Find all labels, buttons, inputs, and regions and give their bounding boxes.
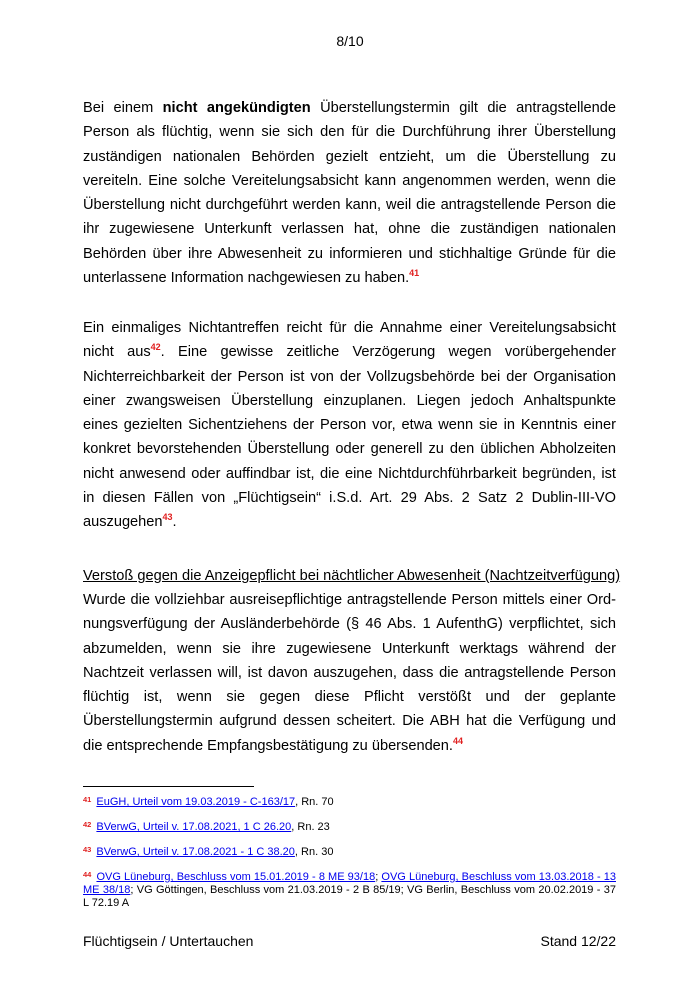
footnote-42 (83, 821, 616, 834)
footnote-link[interactable]: EuGH, Urteil vom 19.03.2019 - C-163/17 (96, 796, 296, 808)
paragraph-text: . Eine gewisse zeitliche Verzögerung wegen vorübergehender Nichterreichbarkeit der Person ist von der Vollzugsbehörde bei der Organisation einer zwangsweisen Überstellung einzuplanen. Liegen jedoch Anhaltspunkte eines gezielten Sichentziehens der Person vor, etwa wenn sie in Kenntnis einer konkret bevorstehenden Überstellung oder generell zu den üblichen Abholzeiten nicht anwesend oder auffindbar ist, die eine Nichtdurchführbarkeit begründen, ist in diesen Fällen von „Flüchtigsein“ i.S.d. Art. 29 Abs. 2 Satz 2 Dublin-III-VO auszugehen (83, 344, 616, 531)
footer-title: Flüchtigsein / Untertauchen (83, 933, 254, 949)
footnote-separator: ; (375, 871, 382, 883)
footnote-ref-41[interactable]: 41 (409, 268, 420, 279)
paragraph-text: Wurde die vollziehbar ausreisepflichtige antragstellende Person mittels einer Ordnungsverfügung der Ausländerbehörde (§ 46 Abs. 1 AufenthG) verpflichtet, sich abzumelden, wenn sie ihre zugewiesene Unterkunft werktags während der Nachtzeit verlassen will, ist davon auszugehen, dass die antragstellende Person flüchtig ist, wenn sie gegen diese Pflicht verstößt und der geplante Überstellungstermin aufgrund dessen scheitert. Die ABH hat die Verfügung und die entsprechende Empfangsbestätigung zu übersenden. (83, 592, 616, 754)
footnote-number: 42 (83, 820, 92, 829)
paragraph-night-order (83, 588, 616, 758)
paragraph-unannounced-transfer (83, 96, 616, 290)
footnote-link[interactable]: BVerwG, Urteil v. 17.08.2021, 1 C 26.20 (96, 821, 292, 833)
footnote-divider (83, 786, 254, 787)
bold-phrase: nicht angekündigten (162, 100, 311, 116)
footnote-number: 41 (83, 795, 92, 804)
footnote-link[interactable]: BVerwG, Urteil v. 17.08.2021 - 1 C 38.20 (96, 846, 295, 858)
paragraph-text: . (172, 514, 177, 531)
footnote-ref-42[interactable]: 42 (150, 342, 161, 353)
paragraph-single-absence (83, 316, 616, 535)
paragraph-text: Ein einmaliges Nichtantreffen reicht für die Annahme einer Vereitelungsabsicht nicht aus (83, 320, 616, 361)
footnote-number: 43 (83, 845, 92, 854)
section-heading-night-order: Verstoß gegen die Anzeigepflicht bei nächtlicher Abwesenheit (Nachtzeitverfügung) (83, 568, 621, 584)
footnote-text: , Rn. 70 (295, 796, 334, 808)
paragraph-text: Überstellungstermin gilt die antragstellende Person als flüchtig, wenn sie sich den für die Durchführung ihrer Überstellung zuständigen nationalen Behörden gezielt entzieht, um die Überstellung zu vereiteln. Eine solche Vereitelungsabsicht kann angenommen werden, wenn die Überstellung nicht durchgeführt werden kann, weil die antragstellende Person die ihr zugewiesene Unterkunft verlassen hat, ohne die zuständigen nationalen Behörden über ihre Abwesenheit zu informieren und stichhaltige Gründe für die unterlassene Information nachgewiesen zu haben. (83, 100, 616, 287)
footnote-text: ; VG Göttingen, Beschluss vom 21.03.2019 - 2 B 85/19; VG Berlin, Beschluss vom 20.02.2019 - 37 L 72.19 A (83, 884, 616, 909)
footer-version: Stand 12/22 (540, 933, 616, 949)
footnote-link-2[interactable]: OVG Lüneburg, Beschluss vom 13.03.2018 - 13 ME 38/18 (83, 871, 616, 896)
footnote-43 (83, 846, 616, 859)
page-number: 8/10 (336, 33, 364, 49)
footnote-text: , Rn. 30 (294, 846, 334, 858)
footnote-ref-43[interactable]: 43 (162, 512, 173, 523)
paragraph-text: Bei einem (83, 100, 163, 116)
footnote-link[interactable]: OVG Lüneburg, Beschluss vom 15.01.2019 - 8 ME 93/18 (96, 871, 376, 883)
footnote-41 (83, 796, 616, 809)
footnote-ref-44[interactable]: 44 (452, 735, 463, 746)
footnote-44 (83, 871, 616, 910)
footnote-number: 44 (83, 870, 92, 879)
footnote-text: , Rn. 23 (291, 821, 330, 833)
